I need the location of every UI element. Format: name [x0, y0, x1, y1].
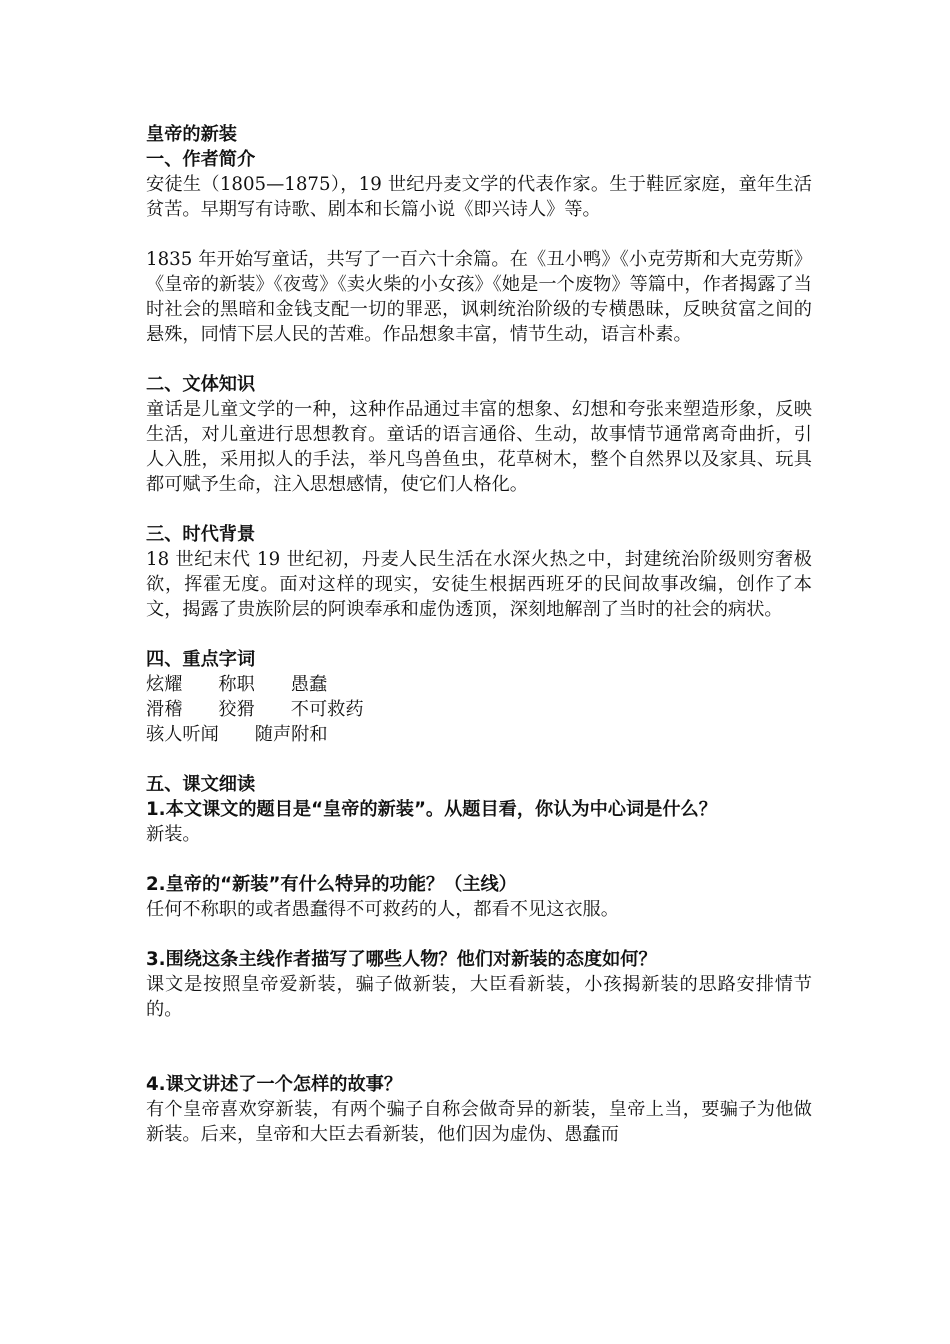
- vocabulary-word: 愚蠢: [290, 674, 328, 695]
- question-4: 4.课文讲述了一个怎样的故事？: [146, 1074, 403, 1095]
- vocabulary-word: 炫耀: [146, 674, 183, 695]
- question-2: 2.皇帝的“新装”有什么特异的功能？（主线）: [146, 874, 517, 895]
- section-heading-genre: 二、文体知识: [146, 374, 256, 395]
- vocabulary-word: 称职: [218, 674, 255, 695]
- document-title: 皇帝的新装: [146, 124, 237, 145]
- vocabulary-word: 随声附和: [254, 724, 328, 745]
- vocabulary-row: [146, 672, 812, 697]
- question-1: 1.本文课文的题目是“皇帝的新装”。从题目看，你认为中心词是什么？: [146, 799, 717, 820]
- section-heading-author: 一、作者简介: [146, 149, 256, 170]
- section-heading-close-reading: 五、课文细读: [146, 774, 256, 795]
- author-paragraph-2: 1835 年开始写童话，共写了一百六十余篇。在《丑小鸭》《小克劳斯和大克劳斯》《皇帝的新装》《夜莺》《卖火柴的小女孩》《她是一个废物》等篇中，作者揭露了当时社会的黑暗和金钱支配一切的罪恶，讽刺统治阶级的专横愚昧，反映贫富之间的悬殊，同情下层人民的苦难。作品想象丰富，情节生动，语言朴素。: [146, 249, 812, 345]
- answer-3: 课文是按照皇帝爱新装，骗子做新装，大臣看新装，小孩揭新装的思路安排情节的。: [146, 974, 812, 1020]
- vocabulary-row: [146, 722, 812, 747]
- genre-paragraph: 童话是儿童文学的一种，这种作品通过丰富的想象、幻想和夸张来塑造形象，反映生活，对儿童进行思想教育。童话的语言通俗、生动，故事情节通常离奇曲折，引人入胜，采用拟人的手法，举凡鸟兽鱼虫，花草树木，整个自然界以及家具、玩具都可赋予生命，注入思想感情，使它们人格化。: [146, 399, 812, 495]
- document-page: [146, 122, 812, 1147]
- vocabulary-word: 滑稽: [146, 699, 183, 720]
- answer-4: 有个皇帝喜欢穿新装，有两个骗子自称会做奇异的新装，皇帝上当，要骗子为他做新装。后来，皇帝和大臣去看新装，他们因为虚伪、愚蠢而: [146, 1099, 812, 1145]
- answer-2: 任何不称职的或者愚蠢得不可救药的人，都看不见这衣服。: [146, 899, 619, 920]
- section-heading-background: 三、时代背景: [146, 524, 256, 545]
- background-paragraph: 18 世纪末代 19 世纪初，丹麦人民生活在水深火热之中，封建统治阶级则穷奢极欲，挥霍无度。面对这样的现实，安徒生根据西班牙的民间故事改编，创作了本文，揭露了贵族阶层的阿谀奉承和虚伪透顶，深刻地解剖了当时的社会的病状。: [146, 549, 812, 620]
- vocabulary-row: [146, 697, 812, 722]
- vocabulary-word: 骇人听闻: [146, 724, 219, 745]
- answer-1: 新装。: [146, 824, 201, 845]
- vocabulary-list: [146, 672, 812, 747]
- author-paragraph-1: 安徒生（1805—1875），19 世纪丹麦文学的代表作家。生于鞋匠家庭，童年生活贫苦。早期写有诗歌、剧本和长篇小说《即兴诗人》等。: [146, 174, 812, 220]
- vocabulary-word: 不可救药: [290, 699, 364, 720]
- vocabulary-word: 狡猾: [218, 699, 255, 720]
- question-3: 3.围绕这条主线作者描写了哪些人物？他们对新装的态度如何？: [146, 949, 657, 970]
- section-heading-vocabulary: 四、重点字词: [146, 649, 256, 670]
